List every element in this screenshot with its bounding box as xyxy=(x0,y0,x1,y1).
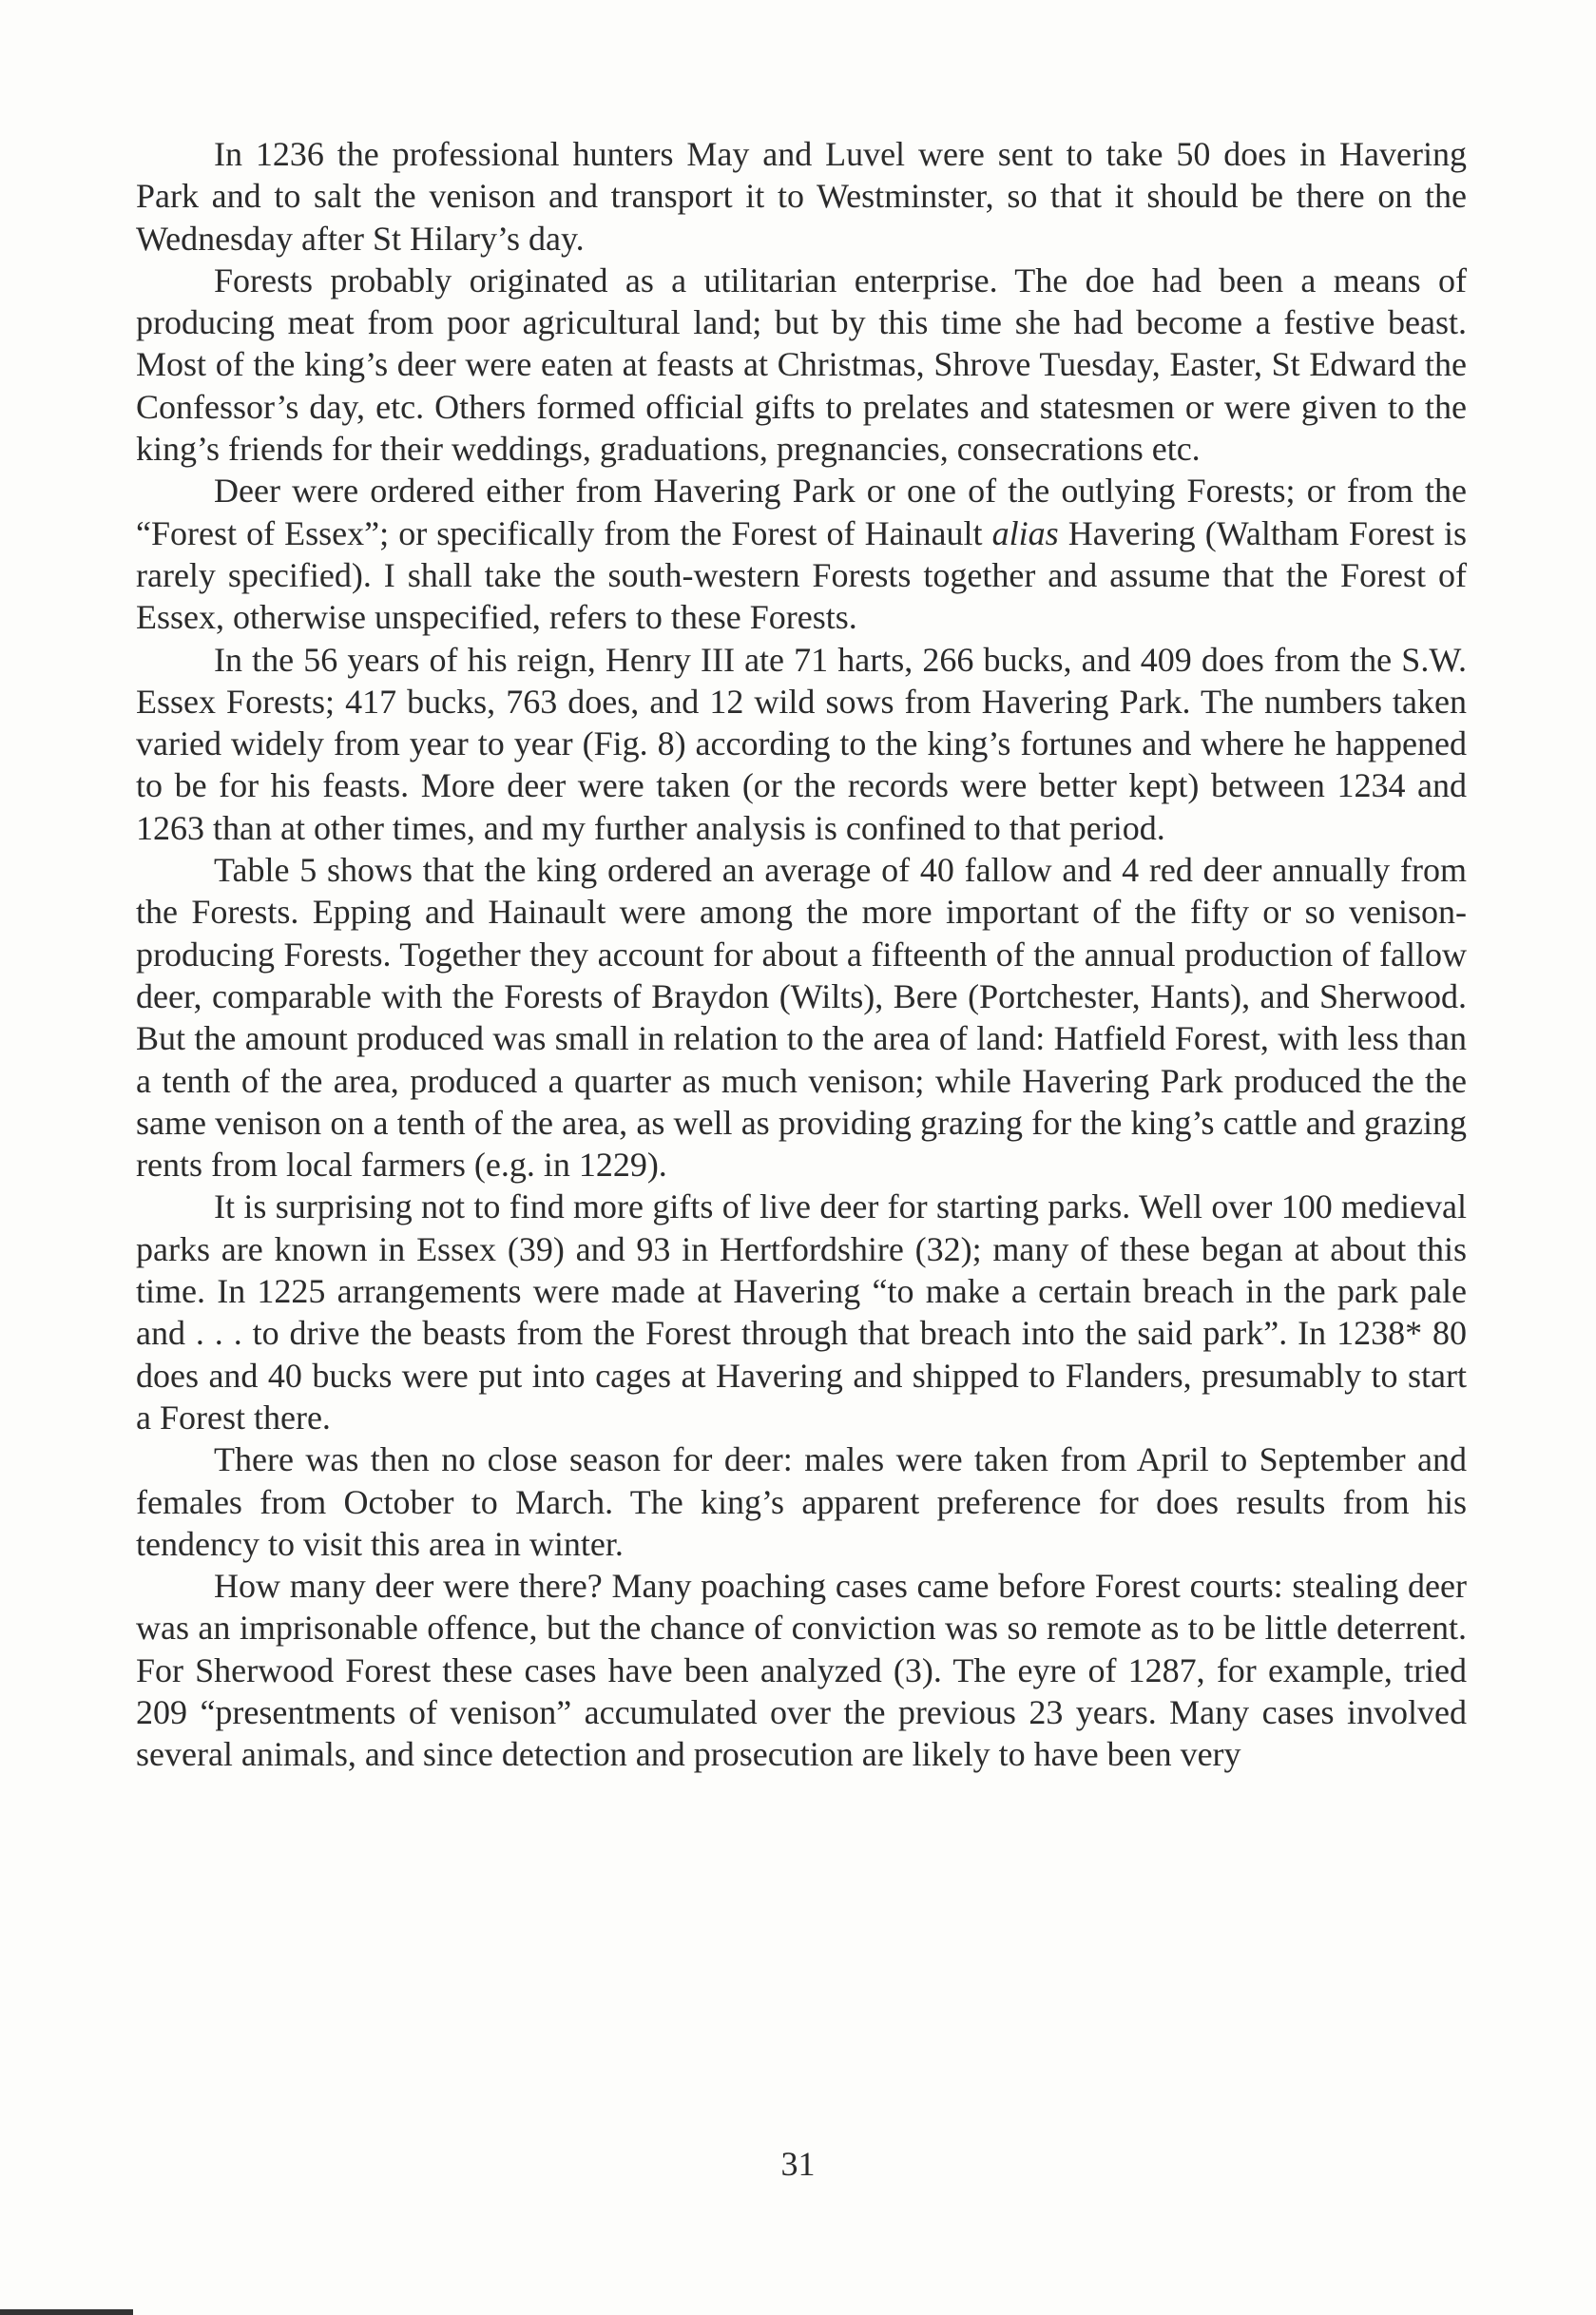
italic-text: alias xyxy=(991,513,1059,552)
paragraph xyxy=(136,1438,1467,1565)
text-run: Forests probably originated as a utilitarian enterprise. The doe had been a means of producing meat from poor agricultural land; but by this time she had become a festive beast. Most of the king’s deer were eaten at feasts at Christmas, Shrove Tuesday, Easter, St Edward the Confessor’s day, etc. Others formed official gifts to prelates and statesmen or were given to the king’s friends for their weddings, graduations, pregnancies, consecrations etc. xyxy=(136,260,1467,469)
paragraph xyxy=(136,133,1467,260)
paragraph xyxy=(136,470,1467,638)
text-run: In the 56 years of his reign, Henry III ate 71 harts, 266 bucks, and 409 does from the S.W. Essex Forests; 417 bucks, 763 does, and 12 wild sows from Havering Park. The numbers taken varied widely from year to year (Fig. 8) according to the king’s fortunes and where he happened to be for his feasts. More deer were taken (or the records were better kept) between 1234 and 1263 than at other times, and my further analysis is confined to that period. xyxy=(136,640,1467,847)
paragraph xyxy=(136,849,1467,1186)
body-text xyxy=(136,133,1467,1776)
paragraph xyxy=(136,1565,1467,1775)
paragraph xyxy=(136,639,1467,849)
text-run: Deer were ordered either from Havering Park or one of the outlying Forests; or from the “Forest of Essex”; or specifically from the Forest of Hainault xyxy=(136,472,1467,552)
text-run: There was then no close season for deer: males were taken from April to September and females from October to March. The king’s apparent preference for does results from his tendency to visit this area in winter. xyxy=(136,1440,1467,1563)
page-number: 31 xyxy=(780,2145,816,2183)
text-run: Havering (Waltham Forest is rarely specified). I shall take the south-western Forests together and assume that the Forest of Essex, otherwise unspecified, refers to these Forests. xyxy=(136,513,1467,637)
text-run: How many deer were there? Many poaching cases came before Forest courts: stealing deer was an imprisonable offence, but the chance of conviction was so remote as to be little deterrent. For Sherwood Forest these cases have been analyzed (3). The eyre of 1287, for example, tried 209 “presentments of venison” accumulated over the previous 23 years. Many cases involved several animals, and since detection and prosecution are likely to have been very xyxy=(136,1567,1467,1774)
text-run: It is surprising not to find more gifts of live deer for starting parks. Well over 100 medieval parks are known in Essex (39) and 93 in Hertfordshire (32); many of these began at about this time. In 1225 arrangements were made at Havering “to make a certain breach in the park pale and . . . to drive the beasts from the Forest through that breach into the said park”. In 1238* 80 does and 40 bucks were put into cages at Havering and shipped to Flanders, presumably to start a Forest there. xyxy=(136,1187,1467,1437)
paragraph xyxy=(136,1186,1467,1438)
text-run: In 1236 the professional hunters May and Luvel were sent to take 50 does in Havering Park and to salt the venison and transport it to Westminster, so that it should be there on the Wednesday after St Hilary’s day. xyxy=(136,135,1467,258)
text-run: Table 5 shows that the king ordered an average of 40 fallow and 4 red deer annually from the Forests. Epping and Hainault were among the more important of the fifty or so venison-producing Forests. Together they account for about a fifteenth of the annual production of fallow deer, comparable with the Forests of Braydon (Wilts), Bere (Portchester, Hants), and Sherwood. But the amount produced was small in relation to the area of land: Hatfield Forest, with less than a tenth of the area, produced a quarter as much venison; while Havering Park produced the the same venison on a tenth of the area, as well as providing grazing for the king’s cattle and grazing rents from local farmers (e.g. in 1229). xyxy=(136,851,1467,1185)
scan-edge-mark xyxy=(0,2309,133,2315)
paragraph xyxy=(136,260,1467,470)
